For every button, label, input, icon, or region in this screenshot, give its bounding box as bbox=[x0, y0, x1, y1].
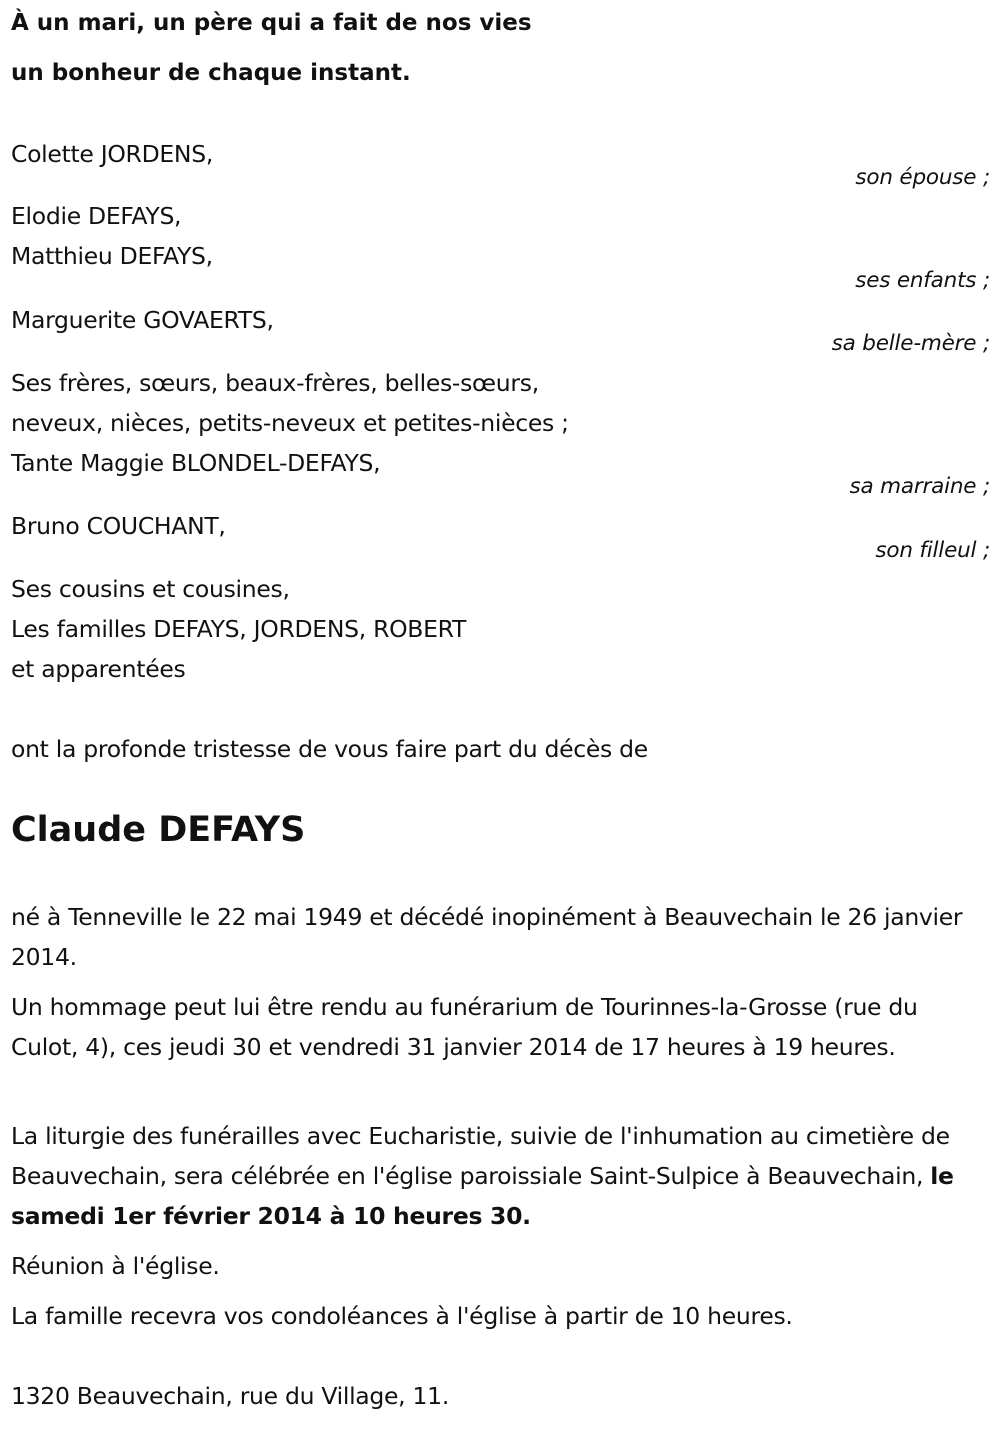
liturgy-text: La liturgie des funérailles avec Eucharistie, suivie de l'inhumation au cimetière de Beauvechain, sera célébrée en l'église paroissiale Saint-Sulpice à Beauvechain, bbox=[11, 1122, 950, 1190]
liturgy-paragraph bbox=[11, 1116, 991, 1236]
family-member-godson: Bruno COUCHANT, bbox=[11, 512, 226, 540]
family-cousins: Ses cousins et cousines, bbox=[11, 575, 290, 603]
announcement-text: ont la profonde tristesse de vous faire part du décès de bbox=[11, 735, 648, 763]
address: 1320 Beauvechain, rue du Village, 11. bbox=[11, 1382, 449, 1410]
family-siblings-line-2: neveux, nièces, petits-neveux et petites-nièces ; bbox=[11, 409, 569, 437]
relation-children: ses enfants ; bbox=[855, 268, 990, 293]
family-siblings-line-1: Ses frères, sœurs, beaux-frères, belles-sœurs, bbox=[11, 369, 539, 397]
relation-godson: son filleul ; bbox=[875, 538, 990, 563]
family-related: et apparentées bbox=[11, 655, 186, 683]
relation-godmother: sa marraine ; bbox=[849, 474, 990, 499]
relation-mother-in-law: sa belle-mère ; bbox=[831, 331, 990, 356]
deceased-name: Claude DEFAYS bbox=[11, 810, 306, 850]
family-member-child-2: Matthieu DEFAYS, bbox=[11, 242, 213, 270]
family-member-spouse: Colette JORDENS, bbox=[11, 140, 213, 168]
tribute-paragraph: Un hommage peut lui être rendu au funérarium de Tourinnes-la-Grosse (rue du Culot, 4), ces jeudi 30 et vendredi 31 janvier 2014 de 17 heures à 19 heures. bbox=[11, 993, 918, 1061]
meeting-paragraph: Réunion à l'église. bbox=[11, 1252, 220, 1280]
intro-line-2: un bonheur de chaque instant. bbox=[11, 60, 411, 86]
liturgy-date-time: le samedi 1er février 2014 à 10 heures 30. bbox=[11, 1162, 954, 1230]
intro-line-1: À un mari, un père qui a fait de nos vies bbox=[11, 10, 532, 36]
family-member-mother-in-law: Marguerite GOVAERTS, bbox=[11, 306, 274, 334]
condolences-paragraph: La famille recevra vos condoléances à l'église à partir de 10 heures. bbox=[11, 1302, 793, 1330]
family-member-child-1: Elodie DEFAYS, bbox=[11, 202, 182, 230]
family-families: Les familles DEFAYS, JORDENS, ROBERT bbox=[11, 615, 467, 643]
family-member-godmother: Tante Maggie BLONDEL-DEFAYS, bbox=[11, 449, 381, 477]
birth-death-paragraph: né à Tenneville le 22 mai 1949 et décédé inopinément à Beauvechain le 26 janvier 2014. bbox=[11, 903, 963, 971]
relation-spouse: son épouse ; bbox=[855, 165, 990, 190]
